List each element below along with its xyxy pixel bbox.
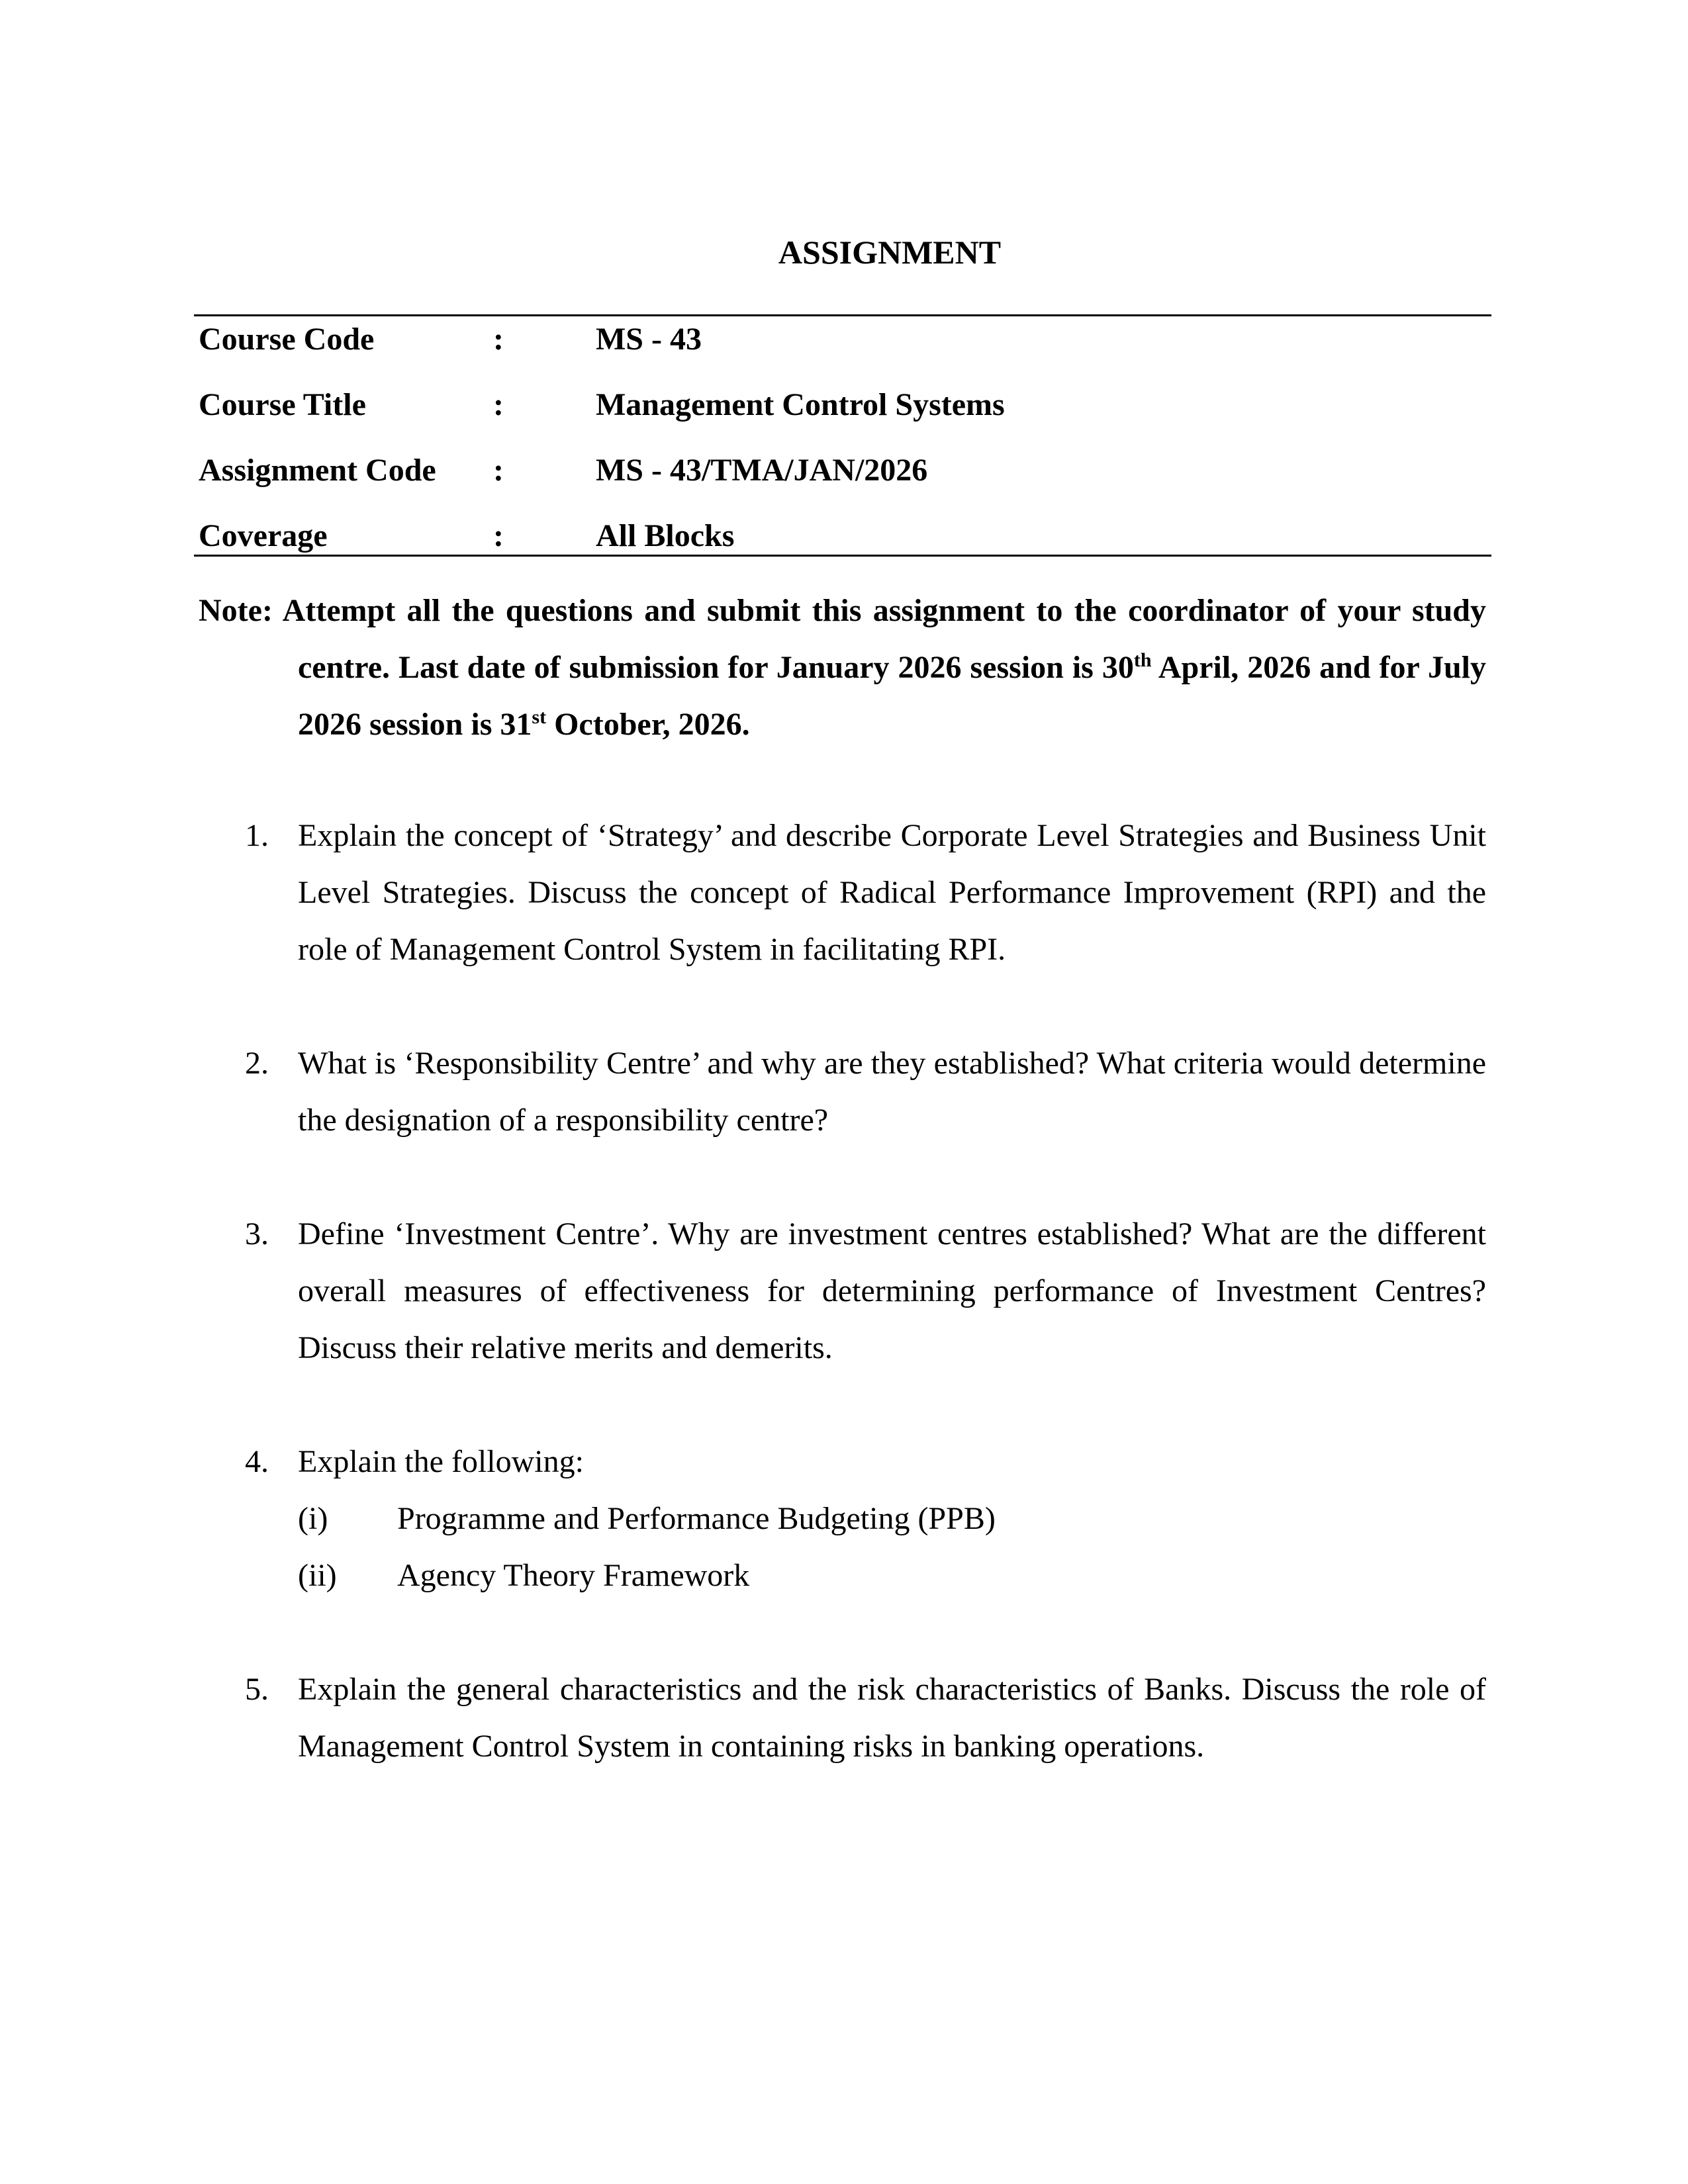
question-text: Explain the concept of ‘Strategy’ and describe Corporate Level Strategies and Business Unit Level Strategies. Discuss the concept of Radical Performance Improvement (RPI) and the role of Management Control System in facilitating RPI. xyxy=(298,818,1486,967)
question-list xyxy=(199,807,1486,1832)
question-number: 1. xyxy=(245,818,269,853)
submission-note xyxy=(199,582,1486,753)
assignment-code-value: MS - 43/TMA/JAN/2026 xyxy=(596,453,928,488)
note-part: October, 2026. xyxy=(546,707,750,742)
separator: : xyxy=(493,453,504,488)
note-part: Note: Attempt all the questions and submit this assignment to the coordinator of your study centre. Last date of submission for January 2026 session is 30 xyxy=(199,593,1486,685)
sub-question-list xyxy=(298,1490,1486,1604)
sub-question-item xyxy=(298,1547,1486,1604)
coverage-row xyxy=(199,517,1489,582)
page-title: ASSIGNMENT xyxy=(778,234,1002,271)
question-text: Define ‘Investment Centre’. Why are investment centres established? What are the different overall measures of effectiveness for determining performance of Investment Centres? Discuss their relative merits and demerits. xyxy=(298,1216,1486,1365)
question-item xyxy=(199,1661,1486,1775)
top-divider xyxy=(194,314,1491,316)
question-number: 3. xyxy=(245,1216,269,1251)
course-details xyxy=(199,320,1489,582)
question-number: 2. xyxy=(245,1046,269,1081)
question-item xyxy=(199,807,1486,978)
separator: : xyxy=(493,387,504,422)
note-superscript: st xyxy=(532,706,547,728)
sub-question-number: (ii) xyxy=(298,1558,337,1593)
sub-question-number: (i) xyxy=(298,1501,328,1536)
question-text: Explain the following: xyxy=(298,1444,584,1479)
note-superscript: th xyxy=(1133,649,1152,671)
sub-question-item xyxy=(298,1490,1486,1547)
course-code-value: MS - 43 xyxy=(596,322,702,357)
sub-question-text: Programme and Performance Budgeting (PPB) xyxy=(397,1501,996,1536)
assignment-code-label: Assignment Code xyxy=(199,453,436,488)
separator: : xyxy=(493,322,504,357)
coverage-value: All Blocks xyxy=(596,518,735,553)
bottom-divider xyxy=(194,555,1491,557)
course-title-value: Management Control Systems xyxy=(596,387,1005,422)
question-number: 4. xyxy=(245,1444,269,1479)
note-part: April, 2026 and for July 2026 session is 31 xyxy=(298,650,1487,742)
course-title-label: Course Title xyxy=(199,387,366,422)
question-item xyxy=(199,1433,1486,1604)
coverage-label: Coverage xyxy=(199,518,328,553)
question-item xyxy=(199,1206,1486,1377)
sub-question-text: Agency Theory Framework xyxy=(397,1558,750,1593)
separator: : xyxy=(493,518,504,553)
note-text xyxy=(199,582,1486,753)
course-code-label: Course Code xyxy=(199,322,375,357)
question-number: 5. xyxy=(245,1672,269,1707)
assignment-code-row xyxy=(199,451,1489,517)
course-code-row xyxy=(199,320,1489,386)
question-text: Explain the general characteristics and the risk characteristics of Banks. Discuss the role of Management Control System in containing risks in banking operations. xyxy=(298,1672,1486,1764)
question-item xyxy=(199,1035,1486,1149)
question-text: What is ‘Responsibility Centre’ and why are they established? What criteria would determine the designation of a responsibility centre? xyxy=(298,1046,1486,1138)
course-title-row xyxy=(199,386,1489,451)
